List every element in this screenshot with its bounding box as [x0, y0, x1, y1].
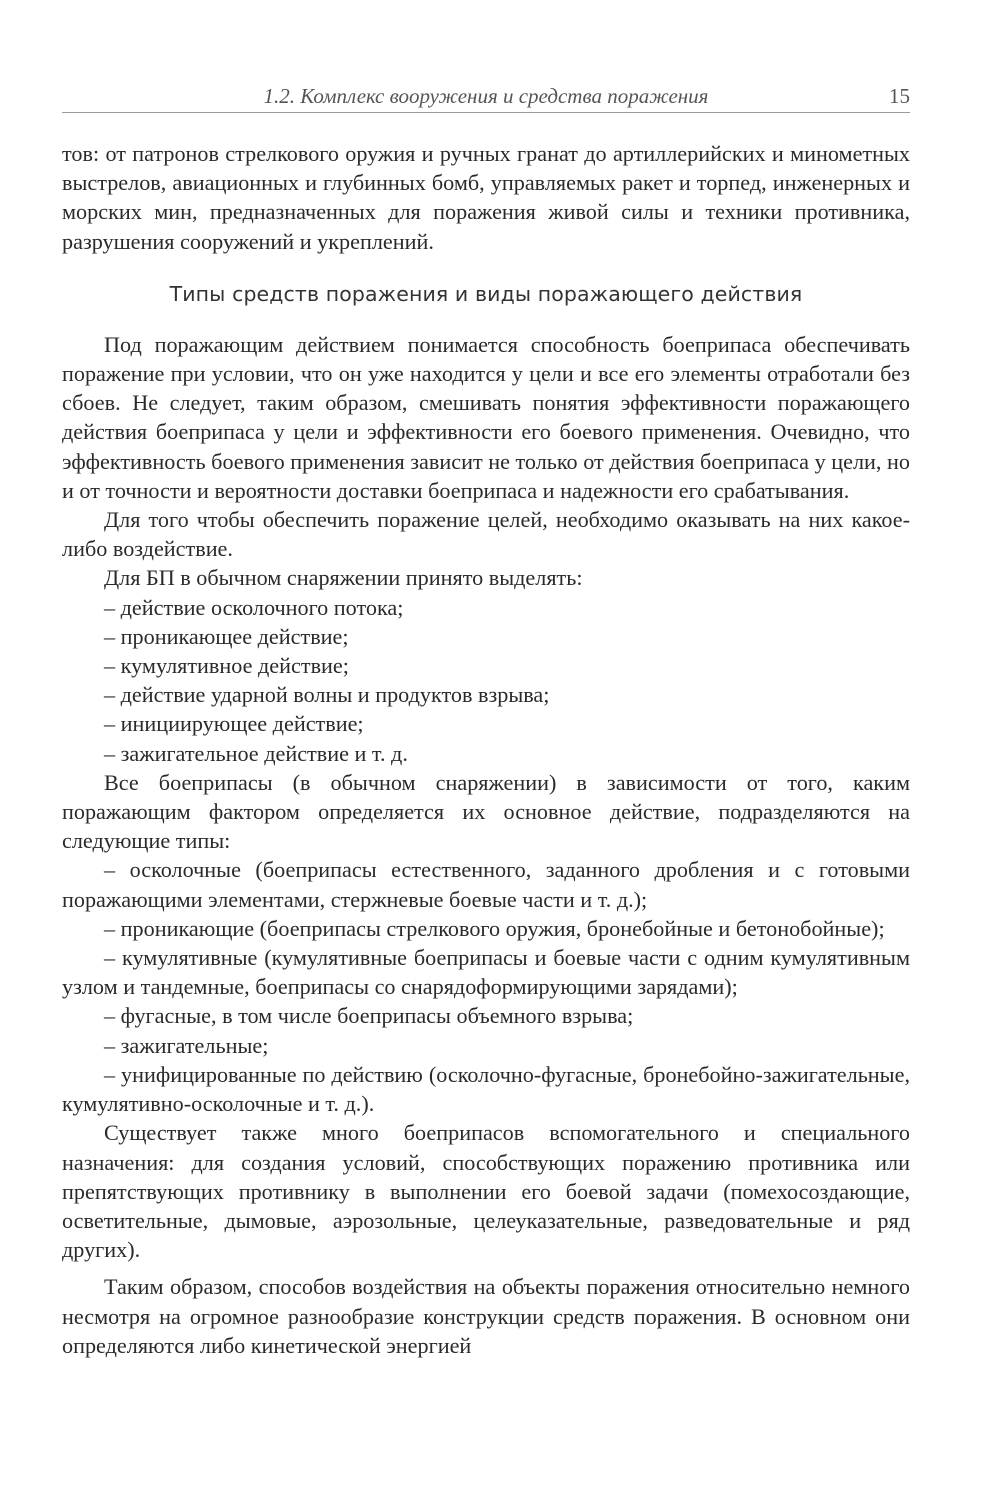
list-item: – зажигательное действие и т. д. — [104, 740, 408, 766]
list-item: – инициирующее действие; — [104, 711, 364, 737]
list-item: – фугасные, в том числе боеприпасы объемного взрыва; — [104, 1003, 634, 1029]
paragraph: Существует также много боеприпасов вспомогательного и специального назначения: для создания условий, способствующих поражению противника или препятствующих противнику в выполнении его боевой задачи (помехосоздающие, осветительные, дымовые, аэрозольные, целеуказательные, разведовательные и ряд других). — [62, 1120, 910, 1263]
paragraph: Для того чтобы обеспечить поражение целей, необходимо оказывать на них какое-либо воздействие. — [62, 507, 910, 562]
list-item: – кумулятивное действие; — [104, 653, 349, 679]
paragraph: Все боеприпасы (в обычном снаряжении) в зависимости от того, каким поражающим фактором определяется их основное действие, подразделяются на следующие типы: — [62, 769, 910, 854]
paragraph: Под поражающим действием понимается способность боеприпаса обеспечивать поражение при условии, что он уже находится у цели и все его элементы отработали без сбоев. Не следует, таким образом, смешивать понятия эффективности поражающего действия боеприпаса у цели и эффективности его боевого применения. Очевидно, что эффективность боевого применения зависит не только от действия боеприпаса у цели, но и от точности и вероятности доставки боеприпаса и надежности его срабатывания. — [62, 331, 910, 503]
running-header — [62, 82, 910, 113]
paragraph: Для БП в обычном снаряжении принято выделять: — [104, 565, 583, 591]
list-item: – зажигательные; — [104, 1032, 269, 1058]
list-item: – проникающие (боеприпасы стрелкового оружия, бронебойные и бетонобойные); — [104, 915, 885, 941]
list-item: – унифицированные по действию (осколочно-фугасные, бронебойно-зажигательные, кумулятивно-осколочные и т. д.). — [62, 1061, 910, 1117]
page-number: 15 — [889, 84, 910, 108]
paragraph-continuation: тов: от патронов стрелкового оружия и ручных гранат до артиллерийских и минометных выстрелов, авиационных и глубинных бомб, управляемых ракет и торпед, инженерных и морских мин, предназначенных для поражения живой силы и техники противника, разрушения сооружений и укреплений. — [62, 141, 910, 254]
running-title: 1.2. Комплекс вооружения и средства поражения — [263, 84, 709, 108]
list-item: – действие осколочного потока; — [104, 594, 404, 620]
section-heading: Типы средств поражения и виды поражающего действия — [169, 281, 803, 306]
list-item: – проникающее действие; — [104, 623, 349, 649]
paragraph: Таким образом, способов воздействия на объекты поражения относительно немного несмотря на огромное разнообразие конструкции средств поражения. В основном они определяются либо кинетической энергией — [62, 1274, 910, 1358]
list-item: – осколочные (боеприпасы естественного, заданного дробления и с готовыми поражающими элементами, стержневые боевые части и т. д.); — [62, 857, 910, 912]
body-text — [62, 139, 910, 1360]
list-item: – кумулятивные (кумулятивные боеприпасы и боевые части с одним кумулятивным узлом и тандемные, боеприпасы со снарядоформирующими зарядами); — [62, 945, 910, 1000]
list-item: – действие ударной волны и продуктов взрыва; — [104, 682, 550, 708]
